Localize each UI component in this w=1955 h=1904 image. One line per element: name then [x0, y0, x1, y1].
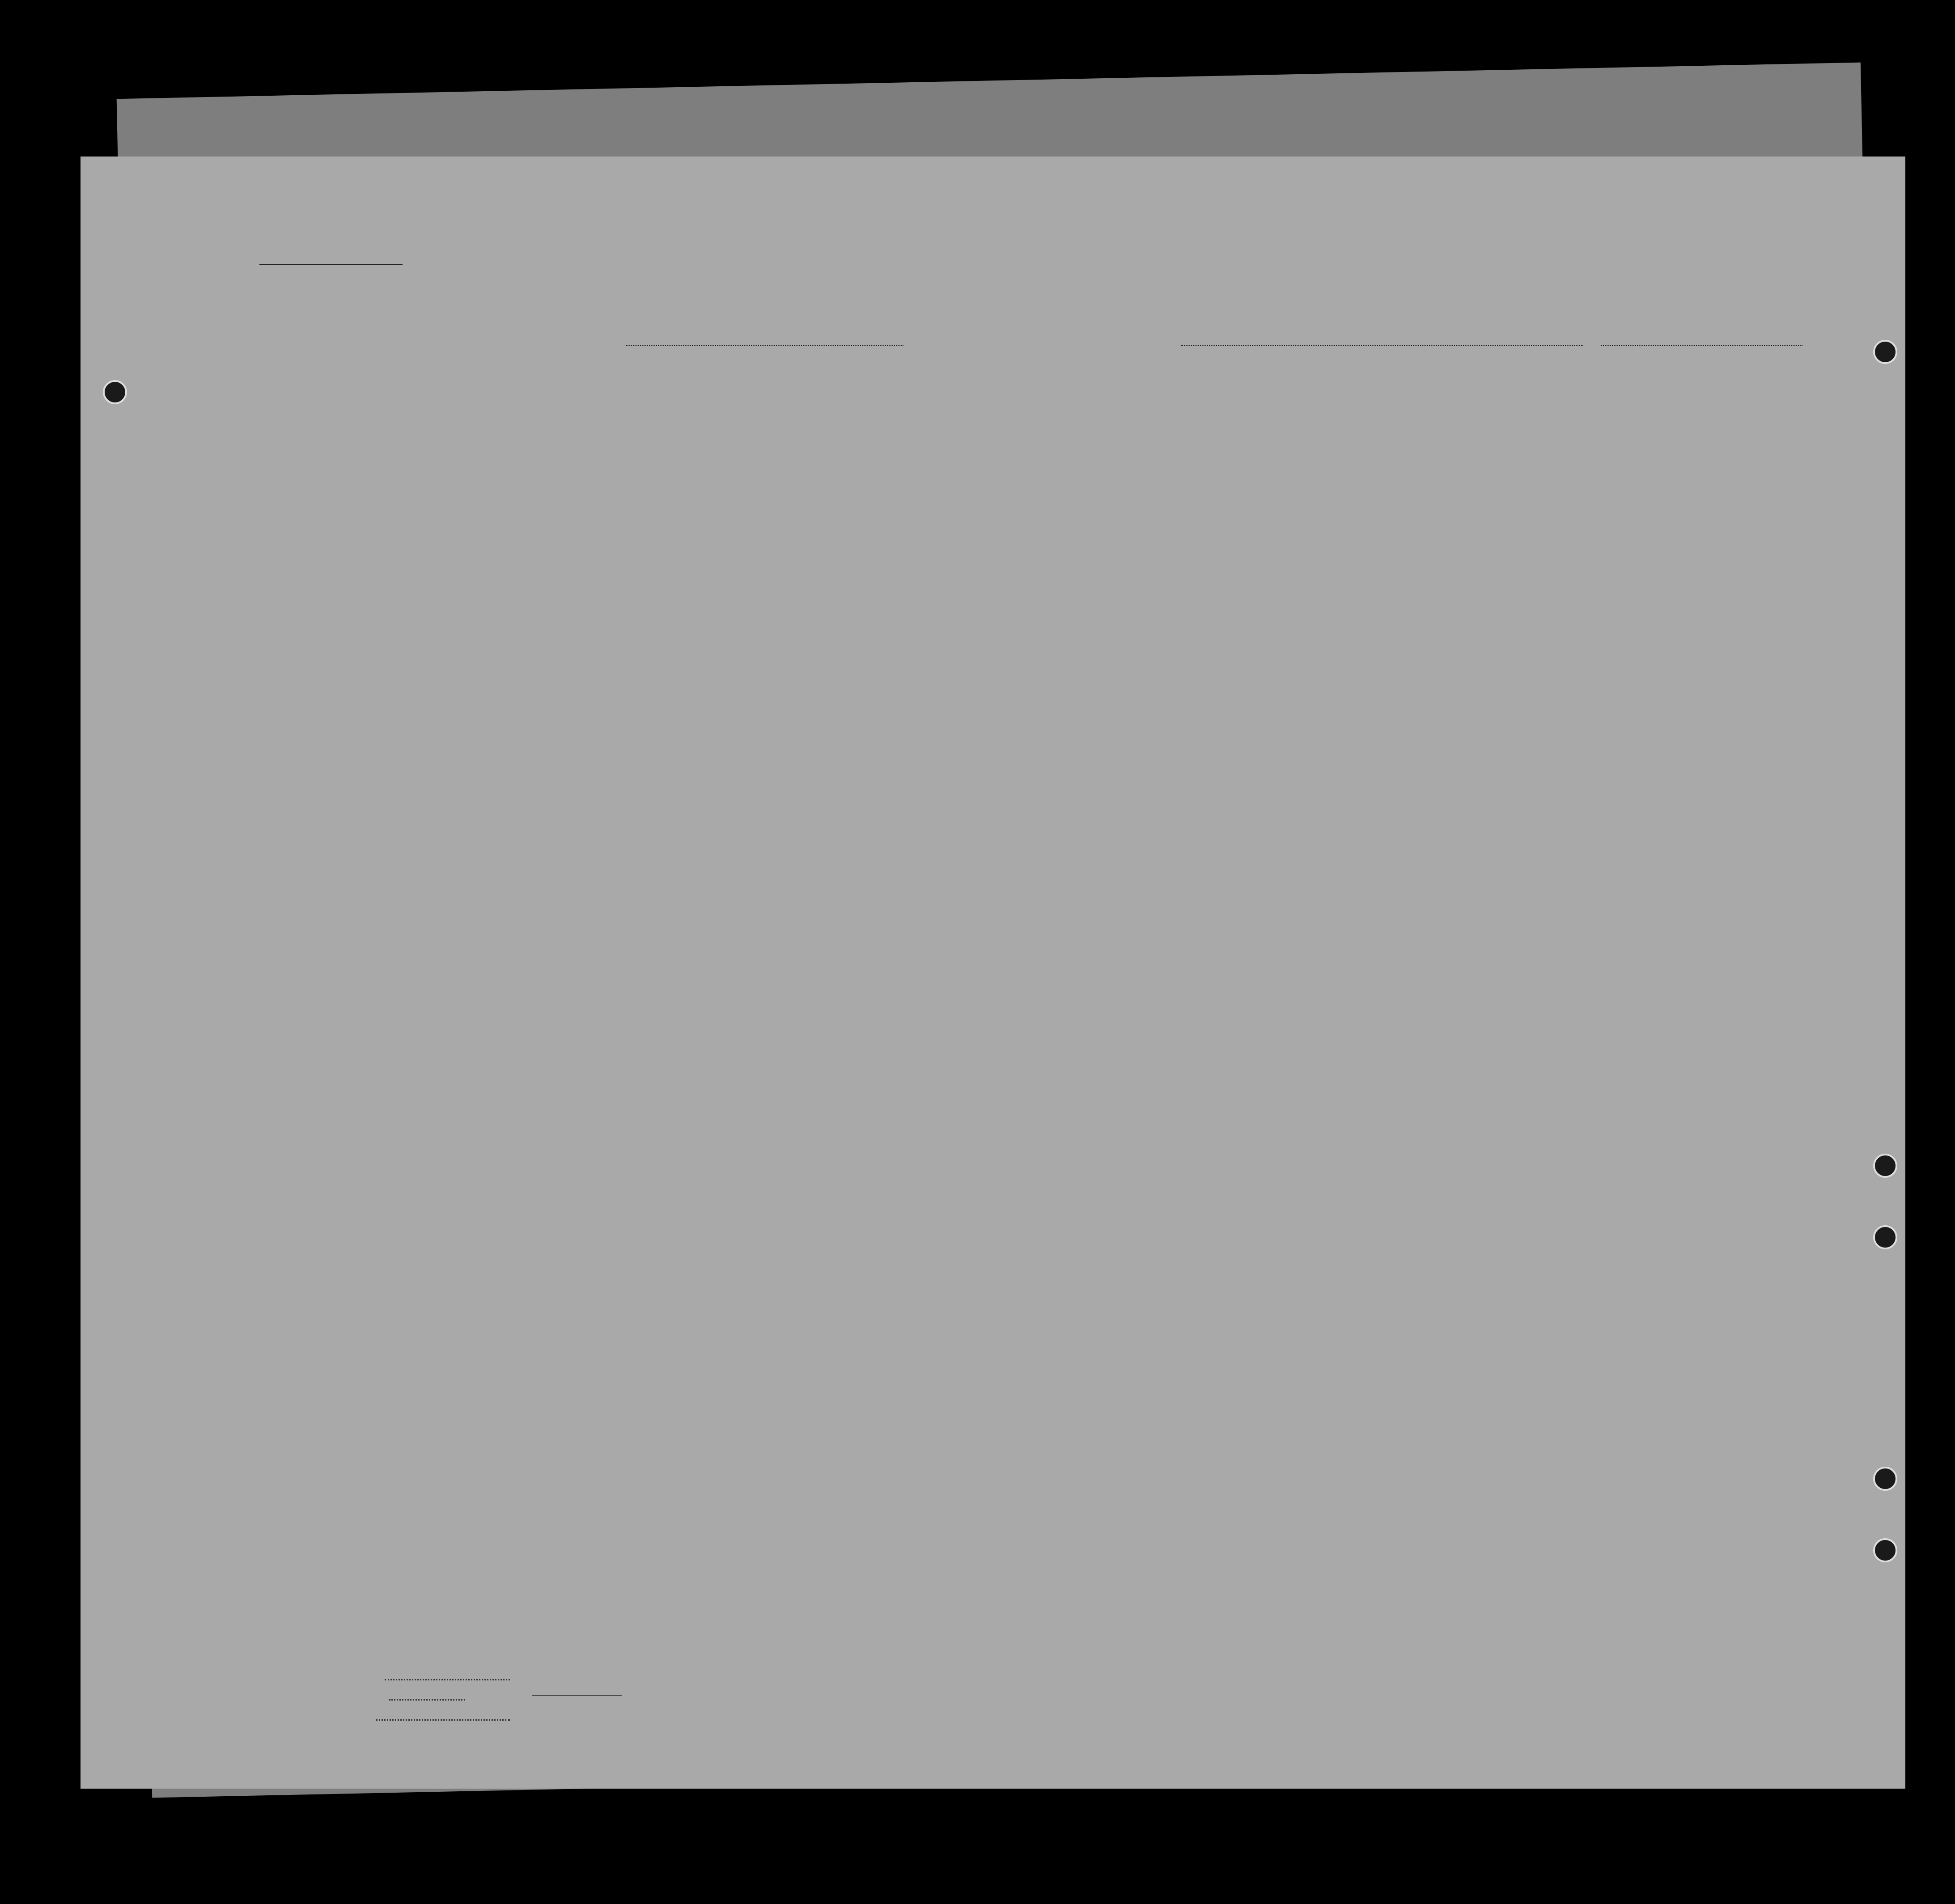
- header-sex: [729, 470, 756, 496]
- binder-hole: [1873, 1225, 1897, 1249]
- citizens-dots: [389, 1699, 465, 1701]
- binder-hole: [1873, 1467, 1897, 1491]
- table-grid: [81, 157, 1905, 1789]
- header-married: [756, 425, 783, 514]
- binder-hole: [103, 380, 127, 404]
- binder-hole: [1873, 1538, 1897, 1562]
- aliens-dots: [376, 1719, 510, 1721]
- manifest-sheet: [81, 157, 1905, 1789]
- citizens-underline: [532, 1695, 622, 1696]
- total-dots: [385, 1679, 510, 1680]
- binder-hole: [1873, 340, 1897, 364]
- binder-hole: [1873, 1154, 1897, 1178]
